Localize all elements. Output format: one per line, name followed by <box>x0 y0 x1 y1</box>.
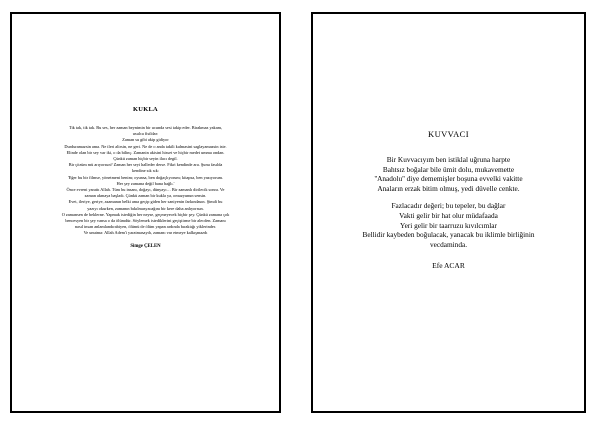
right-poem-line: Yeri gelir bir taarruzu kıvılcımlar <box>400 220 497 230</box>
right-page <box>311 12 586 413</box>
left-poem-line: Evet, ileriye, geriye, azamanın belki ama geçip giden her saniyenin farkındasın. Şimdi bu <box>68 199 223 205</box>
right-poem-line: Bir Kuvvacıyım ben istiklal uğruna harpte <box>386 155 511 164</box>
left-poem-line: Elinde olan bir sey var iki, o da bilinç. Zamanin akisini hisset ve hiçbir medet umma ondan. <box>66 149 225 155</box>
left-poem-line: 'Eğer bu bir filmse, yönetmeni benim; oyunsa, ben doğaçlıyorum; kitapsa, ben yazıyorum. <box>67 174 224 180</box>
left-poem-author: Simge ÇELEN <box>130 243 161 249</box>
left-page <box>10 12 281 413</box>
right-poem-line: Bellidir kaybeden boğulacak, yanacak bu iklimle birliğinin <box>362 230 535 240</box>
left-poem-line: Zaman su gibi akip gidiyor <box>122 137 169 143</box>
right-page-content <box>329 129 568 270</box>
left-poem-line: Tik tak, tik tak. Bu ses, her zaman beynimin bir ucunda sesi takip eder. Birakmaz yakam, <box>68 125 223 130</box>
right-poem-title: KUVVACI <box>428 129 469 139</box>
left-poem-line: Önce evreni yarattı Allah. Tüm bu insanı, doğayı, dünyayı… Bir zamanlı dirilecik sonra. Ve <box>66 187 225 193</box>
left-poem-line: yazıyı okurken, zamanın bıkılmasyacağını bir kere daha anlıyorsun. <box>87 205 204 211</box>
right-poem-line: Vakti gelir bir hat olur müdafaada <box>399 210 498 220</box>
left-poem-body <box>34 125 257 237</box>
left-poem-line: Durduramazsin ama. Ne ileri alirsin, ne geri. Ne de o anda takili kalmasini saglayamazsin iste. <box>64 143 227 149</box>
left-poem-line: usulca fisildar: <box>132 131 159 137</box>
left-poem-line: Her şey zamana değil bana bağlı.' <box>116 180 175 186</box>
left-poem-line: zaman akmaya başladı. Çünkü zaman bir kukla ya, omuzyunun sensin. <box>84 193 207 199</box>
left-poem-line: Çünkü zaman hiçbir seyin ilacı degil. <box>113 156 178 162</box>
left-poem-line: O zamansen de beklerne. Yapmak istediğin her neyse, geçmeyecek hiçbir şey. Çünkü zamana çok <box>61 211 230 217</box>
right-poem-line: Bahtsız boğalar bile ümit dolu, mukavemette <box>382 164 515 174</box>
right-poem-stanza-2 <box>329 201 568 249</box>
left-poem-line: Bir çözüm mü arıyorsun? Zaman her seyi halleder derse. Fikri kendinde ara. Şunu fasılda <box>68 162 223 168</box>
left-page-content <box>34 106 257 249</box>
left-poem-line: Ve unutma: Allah Adem'i yaratmasaydı, zamanı var etmeye kalkışmazdı <box>83 230 208 236</box>
left-poem-line: nasıl insan anlamlandırabiyen, ölümü de ölüm yapan ardında bıraktığı yiklerinder. <box>74 224 217 230</box>
right-poem-stanza-1 <box>329 155 568 193</box>
right-poem-line: Fazlacadır değeri; bu tepeler, bu dağlar <box>391 201 506 211</box>
left-poem-title: KUKLA <box>133 106 158 113</box>
left-poem-line: bencesyen bir şey vansa o da ölümdür. Söylemek istediklerini geçiştirme bir alecden. Zamanı <box>65 218 226 224</box>
right-poem-line: ''Anadolu'' diye dememişler boşuna evvelki vakitte <box>374 174 523 184</box>
left-poem-line: kendine sık sık: <box>132 168 159 174</box>
right-poem-line: Anaların erzak bitim olmuş, yedi düvelle cenkte. <box>377 183 520 193</box>
right-poem-line: vecdaminda. <box>429 239 468 249</box>
right-poem-author: Efe ACAR <box>432 261 465 271</box>
